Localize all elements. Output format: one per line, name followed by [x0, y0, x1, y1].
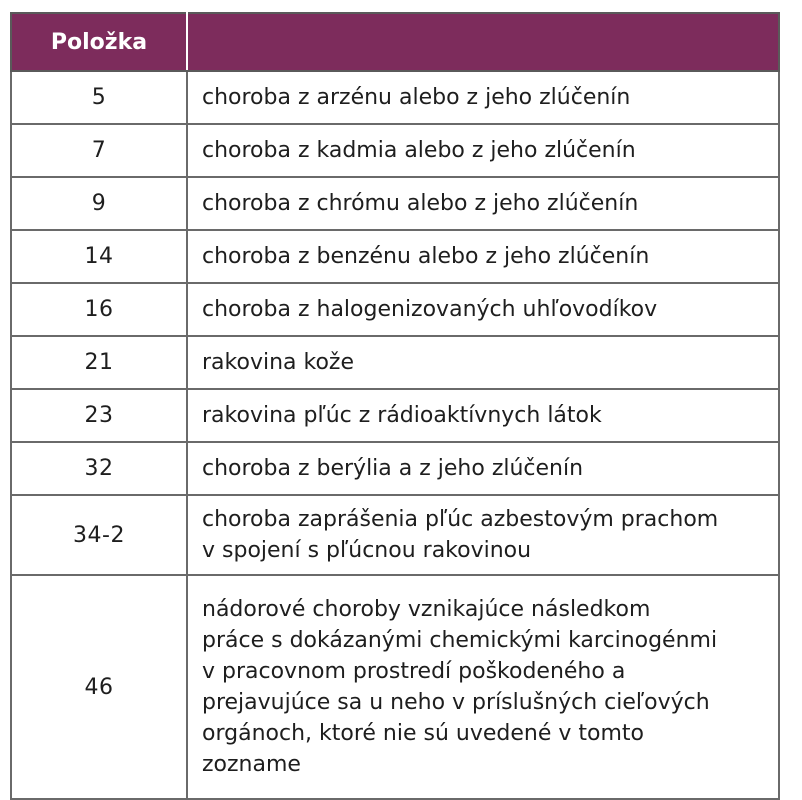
- item-number-cell: 21: [11, 336, 187, 389]
- table-row: [11, 177, 779, 230]
- table-row: [11, 495, 779, 575]
- item-number-cell: 14: [11, 230, 187, 283]
- occupational-disease-table: [10, 12, 780, 800]
- item-number-cell: 46: [11, 575, 187, 799]
- description-cell: rakovina pľúc z rádioaktívnych látok: [187, 389, 779, 442]
- table-row: [11, 336, 779, 389]
- item-number-cell: 16: [11, 283, 187, 336]
- description-cell: choroba zaprášenia pľúc azbestovým prachom v spojení s pľúcnou rakovinou: [187, 495, 779, 575]
- table-row: [11, 71, 779, 124]
- item-number-cell: 7: [11, 124, 187, 177]
- description-cell: choroba z berýlia a z jeho zlúčenín: [187, 442, 779, 495]
- item-number-cell: 9: [11, 177, 187, 230]
- description-cell: choroba z kadmia alebo z jeho zlúčenín: [187, 124, 779, 177]
- description-cell: choroba z halogenizovaných uhľovodíkov: [187, 283, 779, 336]
- table-row: [11, 283, 779, 336]
- item-number-cell: 23: [11, 389, 187, 442]
- table-row: [11, 230, 779, 283]
- table-row: [11, 389, 779, 442]
- item-number-cell: 34-2: [11, 495, 187, 575]
- table-row: [11, 442, 779, 495]
- item-number-cell: 32: [11, 442, 187, 495]
- table-row: [11, 575, 779, 799]
- table-header-row: [11, 13, 779, 71]
- description-cell: choroba z chrómu alebo z jeho zlúčenín: [187, 177, 779, 230]
- description-cell: rakovina kože: [187, 336, 779, 389]
- occupational-disease-table-container: [10, 12, 778, 800]
- header-item-column: Položka: [11, 13, 187, 71]
- description-cell: choroba z arzénu alebo z jeho zlúčenín: [187, 71, 779, 124]
- header-description-column: [187, 13, 779, 71]
- description-cell: nádorové choroby vznikajúce následkom práce s dokázanými chemickými karcinogénmi v pracovnom prostredí poškodeného a prejavujúce sa u neho v príslušných cieľových orgánoch, ktoré nie sú uvedené v tomto zozname: [187, 575, 779, 799]
- description-cell: choroba z benzénu alebo z jeho zlúčenín: [187, 230, 779, 283]
- table-row: [11, 124, 779, 177]
- item-number-cell: 5: [11, 71, 187, 124]
